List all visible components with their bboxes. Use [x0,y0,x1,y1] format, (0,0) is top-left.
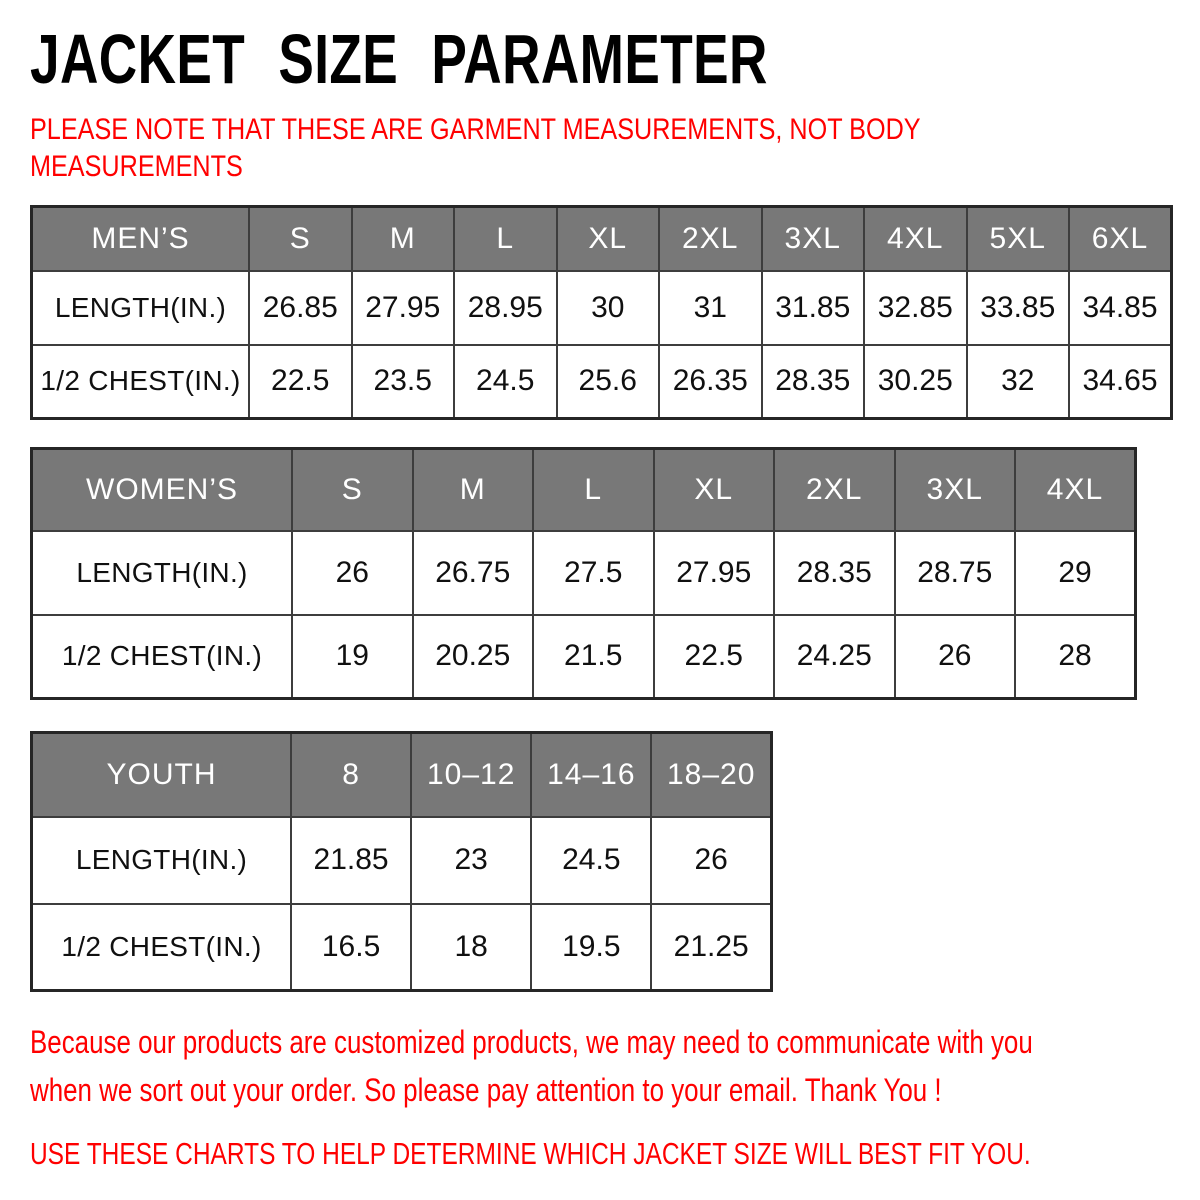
page-title [30,20,1180,98]
value-cell: 23 [411,817,531,904]
size-header-cell: 14–16 [531,733,651,817]
value-cell: 21.25 [651,904,771,991]
value-cell: 26 [651,817,771,904]
size-header-cell: L [454,207,557,271]
custom-order-note [30,1018,1180,1114]
value-cell: 30 [557,271,660,345]
value-cell: 24.5 [531,817,651,904]
youth-size-table [30,731,773,992]
value-cell: 32 [967,345,1070,419]
value-cell: 26 [292,531,413,615]
size-header-cell: S [249,207,352,271]
row-label-cell: LENGTH(IN.) [32,817,292,904]
size-header-cell: M [413,449,534,531]
row-label-cell: 1/2 CHEST(IN.) [32,904,292,991]
value-cell: 16.5 [291,904,411,991]
value-cell: 27.95 [352,271,455,345]
value-cell: 33.85 [967,271,1070,345]
chart-usage-note [30,1136,1180,1172]
value-cell: 22.5 [654,615,775,699]
table-row [32,531,1136,615]
size-header-cell: 4XL [864,207,967,271]
table-row [32,271,1172,345]
value-cell: 31.85 [762,271,865,345]
value-cell: 25.6 [557,345,660,419]
value-cell: 32.85 [864,271,967,345]
size-header-cell: 5XL [967,207,1070,271]
value-cell: 28 [1015,615,1136,699]
value-cell: 28.35 [774,531,895,615]
size-header-cell: L [533,449,654,531]
mens-size-table [30,205,1173,420]
size-header-row [32,733,772,817]
value-cell: 28.95 [454,271,557,345]
value-cell: 27.5 [533,531,654,615]
custom-order-note-line-2: when we sort out your order. So please pay attention to your email. Thank You ! [30,1072,942,1108]
value-cell: 19 [292,615,413,699]
size-header-cell: 2XL [659,207,762,271]
table-title-cell: WOMEN’S [32,449,293,531]
size-header-row [32,449,1136,531]
size-header-cell: XL [557,207,660,271]
size-header-cell: 6XL [1069,207,1172,271]
value-cell: 18 [411,904,531,991]
measurement-note-line-1: PLEASE NOTE THAT THESE ARE GARMENT MEASUREMENTS, NOT BODY [30,113,921,146]
value-cell: 19.5 [531,904,651,991]
size-header-cell: 3XL [762,207,865,271]
value-cell: 22.5 [249,345,352,419]
value-cell: 34.85 [1069,271,1172,345]
value-cell: 20.25 [413,615,534,699]
table-row [32,817,772,904]
size-header-cell: M [352,207,455,271]
row-label-cell: 1/2 CHEST(IN.) [32,345,250,419]
measurement-note-line-2: MEASUREMENTS [30,150,243,183]
table-title-cell: YOUTH [32,733,292,817]
custom-order-note-line-1: Because our products are customized products, we may need to communicate with you [30,1024,1033,1060]
value-cell: 23.5 [352,345,455,419]
table-row [32,615,1136,699]
value-cell: 26.75 [413,531,534,615]
row-label-cell: LENGTH(IN.) [32,271,250,345]
page-title-text: JACKET SIZE PARAMETER [30,20,768,98]
size-header-cell: S [292,449,413,531]
womens-size-table [30,447,1137,700]
table-row [32,904,772,991]
value-cell: 28.75 [895,531,1016,615]
table-title-cell: MEN’S [32,207,250,271]
value-cell: 28.35 [762,345,865,419]
value-cell: 21.5 [533,615,654,699]
value-cell: 34.65 [1069,345,1172,419]
size-header-cell: 2XL [774,449,895,531]
value-cell: 26 [895,615,1016,699]
value-cell: 24.25 [774,615,895,699]
table-row [32,345,1172,419]
value-cell: 24.5 [454,345,557,419]
chart-usage-note-text: USE THESE CHARTS TO HELP DETERMINE WHICH JACKET SIZE WILL BEST FIT YOU. [30,1136,1031,1171]
size-header-cell: 18–20 [651,733,771,817]
size-header-cell: XL [654,449,775,531]
size-header-cell: 10–12 [411,733,531,817]
size-header-cell: 3XL [895,449,1016,531]
value-cell: 29 [1015,531,1136,615]
value-cell: 26.35 [659,345,762,419]
size-header-cell: 8 [291,733,411,817]
measurement-note [30,111,1180,185]
value-cell: 26.85 [249,271,352,345]
row-label-cell: LENGTH(IN.) [32,531,293,615]
value-cell: 27.95 [654,531,775,615]
size-header-cell: 4XL [1015,449,1136,531]
size-header-row [32,207,1172,271]
value-cell: 31 [659,271,762,345]
row-label-cell: 1/2 CHEST(IN.) [32,615,293,699]
value-cell: 30.25 [864,345,967,419]
value-cell: 21.85 [291,817,411,904]
